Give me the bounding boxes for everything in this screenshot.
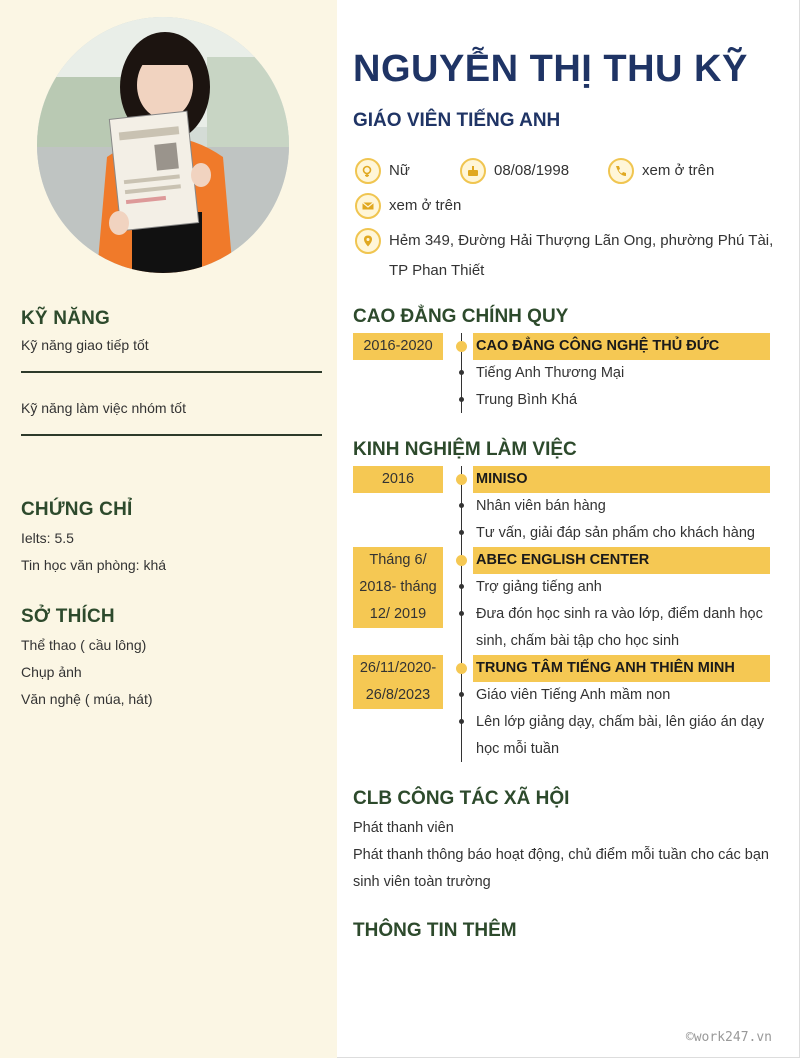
club-title: CLB CÔNG TÁC XÃ HỘI (353, 788, 570, 809)
birthday-info (460, 158, 569, 186)
sidebar (0, 0, 337, 1058)
education-school: CAO ĐẲNG CÔNG NGHỆ THỦ ĐỨC (473, 333, 770, 360)
job-company: TRUNG TÂM TIẾNG ANH THIÊN MINH (473, 655, 770, 682)
education-detail: Trung Bình Khá (476, 392, 578, 408)
job-date: 2016 (353, 466, 443, 493)
job-date: 26/11/2020- 26/8/2023 (353, 655, 443, 709)
job-detail: Tư vấn, giải đáp sản phẩm cho khách hàng (476, 525, 755, 541)
hobby-item: Chụp ảnh (21, 664, 82, 680)
certs-title: CHỨNG CHỈ (21, 499, 133, 520)
club-description: Phát thanh thông báo hoạt động, chủ điểm mỗi tuần cho các bạn sinh viên toàn trường (353, 847, 769, 890)
email-info (355, 193, 461, 221)
email-icon (355, 193, 381, 219)
job-title: GIÁO VIÊN TIẾNG ANH (353, 110, 561, 131)
cert-item: Tin học văn phòng: khá (21, 557, 167, 573)
gender-value: Nữ (389, 162, 410, 179)
skills-title: KỸ NĂNG (21, 308, 111, 329)
timeline-dot (456, 474, 467, 485)
job-detail: Lên lớp giảng dạy, chấm bài, lên giáo án dạy học mỗi tuần (476, 714, 765, 757)
timeline-dot (459, 719, 464, 724)
watermark: ©work247.vn (685, 1030, 772, 1045)
job-detail: Đưa đón học sinh ra vào lớp, điểm danh học sinh, chấm bài tập cho học sinh (476, 606, 763, 649)
timeline-dot (459, 503, 464, 508)
timeline-dot (456, 555, 467, 566)
avatar-photo (37, 17, 289, 273)
job-company: ABEC ENGLISH CENTER (473, 547, 770, 574)
timeline-dot (456, 663, 467, 674)
hobbies-title: SỞ THÍCH (21, 606, 115, 627)
birthday-icon (460, 158, 486, 184)
club-position: Phát thanh viên (353, 820, 454, 836)
birthday-value: 08/08/1998 (494, 162, 570, 179)
job-detail: Trợ giảng tiếng anh (476, 579, 602, 595)
skills-section (21, 308, 322, 458)
full-name: NGUYỄN THỊ THU KỸ (353, 48, 748, 90)
job-detail: Nhân viên bán hàng (476, 498, 606, 514)
certs-section (21, 499, 322, 579)
hobby-item: Văn nghệ ( múa, hát) (21, 691, 153, 707)
phone-icon (608, 158, 634, 184)
timeline-dot (459, 397, 464, 402)
location-icon (355, 228, 381, 254)
phone-value: xem ở trên (642, 162, 715, 179)
education-title: CAO ĐẲNG CHÍNH QUY (353, 306, 569, 327)
timeline-dot (459, 584, 464, 589)
gender-info (355, 158, 410, 186)
job-detail: Giáo viên Tiếng Anh mầm non (476, 687, 671, 703)
avatar (37, 17, 289, 273)
skill-item: Kỹ năng làm việc nhóm tốt (21, 395, 322, 436)
hobbies-section (21, 606, 322, 713)
cert-item: Ielts: 5.5 (21, 530, 74, 546)
timeline-dot (459, 530, 464, 535)
address-info (355, 228, 775, 286)
hobby-item: Thể thao ( cầu lông) (21, 637, 147, 653)
timeline-dot (459, 370, 464, 375)
job-company: MINISO (473, 466, 770, 493)
email-value: xem ở trên (389, 197, 462, 214)
experience-title: KINH NGHIỆM LÀM VIỆC (353, 439, 577, 460)
timeline-dot (459, 611, 464, 616)
skill-item: Kỹ năng giao tiếp tốt (21, 332, 322, 373)
extra-info-title: THÔNG TIN THÊM (353, 920, 517, 941)
gender-icon (355, 158, 381, 184)
address-value: Hẻm 349, Đường Hải Thượng Lãn Ong, phường Phú Tài, TP Phan Thiết (389, 232, 774, 279)
job-date: Tháng 6/ 2018- tháng 12/ 2019 (353, 547, 443, 628)
phone-info (608, 158, 714, 186)
education-detail: Tiếng Anh Thương Mại (476, 365, 625, 381)
timeline-dot (459, 692, 464, 697)
education-date: 2016-2020 (353, 333, 443, 360)
timeline-dot (456, 341, 467, 352)
